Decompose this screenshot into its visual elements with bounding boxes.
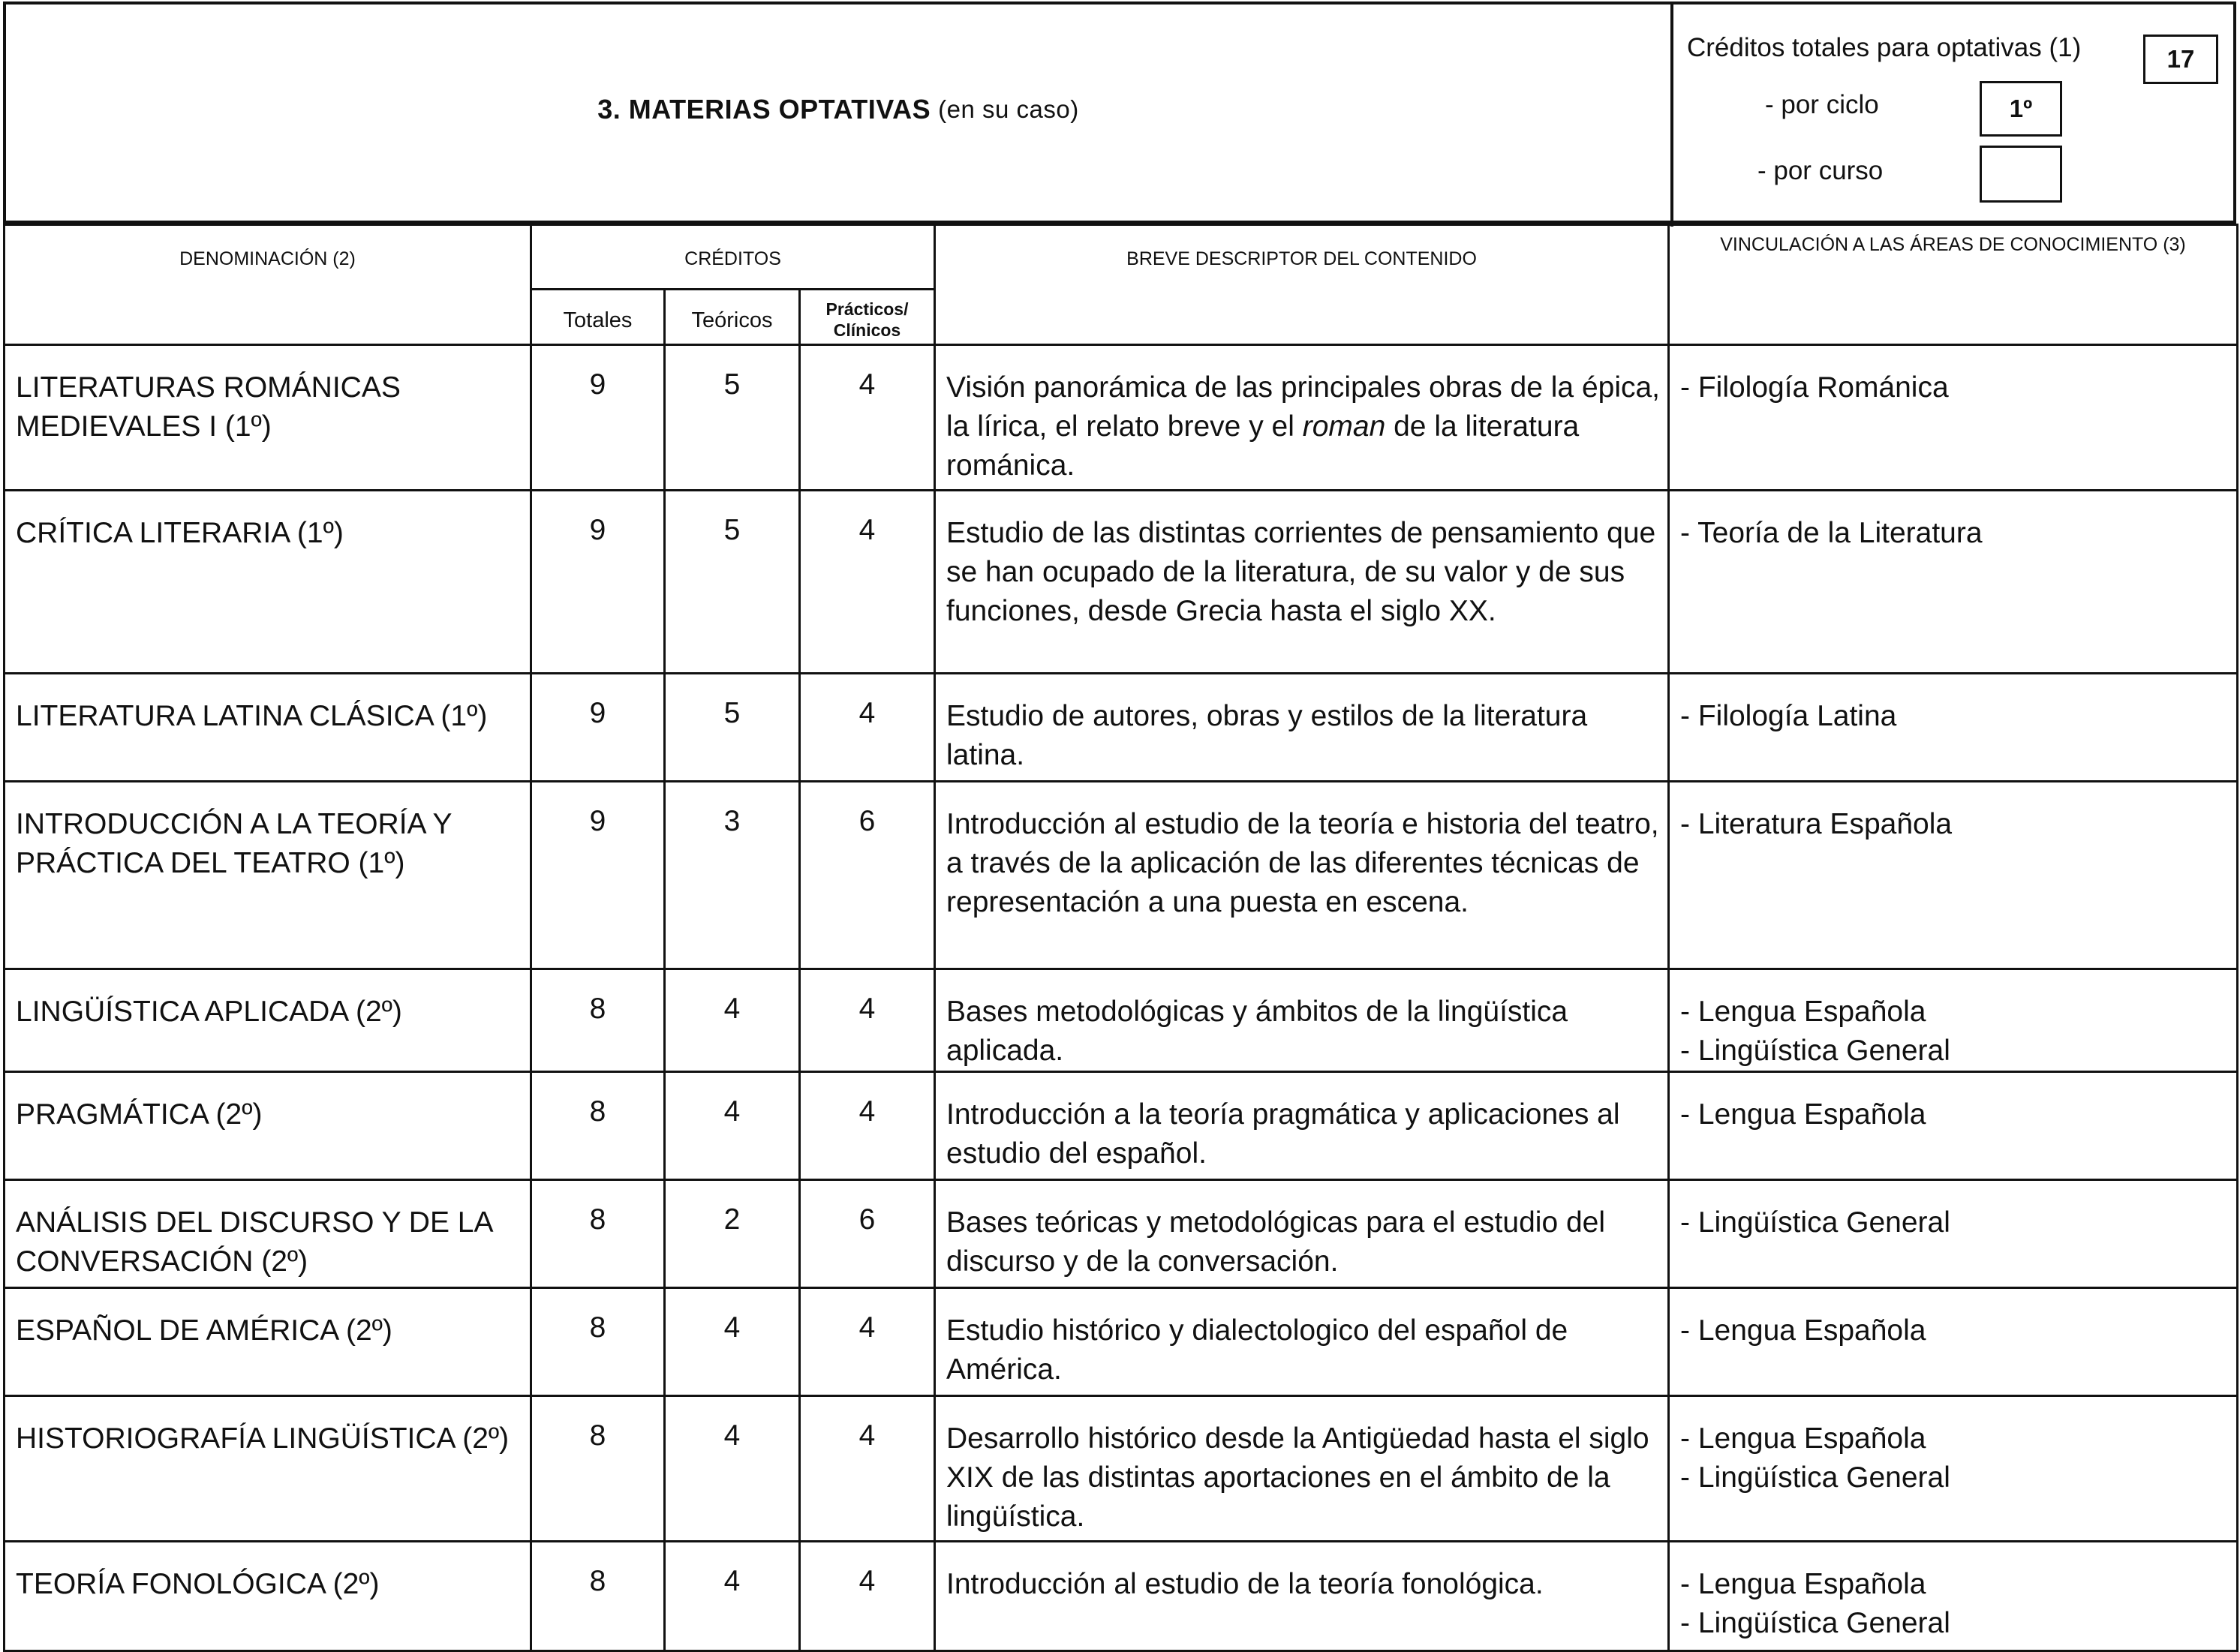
descriptor-text: Bases teóricas y metodológicas para el estudio del discurso y de la conversación. [946, 1206, 1606, 1278]
credits-totales: 8 [531, 1180, 665, 1288]
credits-teoricos: 5 [665, 345, 800, 491]
descriptor-text: Desarrollo histórico desde la Antigüedad hasta el siglo XIX de las distintas aportaciones en el ámbito de la lingüística. [946, 1422, 1649, 1533]
knowledge-area-item: - Lingüística General [1680, 1206, 1950, 1239]
table-row [5, 1288, 2238, 1396]
credits-totales: 9 [531, 491, 665, 674]
credits-teoricos: 4 [665, 1288, 800, 1396]
knowledge-area-item: - Filología Latina [1680, 700, 1897, 732]
subject-name: LITERATURA LATINA CLÁSICA (1º) [5, 674, 531, 782]
col-descriptor: BREVE DESCRIPTOR DEL CONTENIDO [935, 225, 1669, 345]
knowledge-areas [1669, 674, 2238, 782]
knowledge-area-item: - Filología Románica [1680, 371, 1949, 404]
credits-totales: 8 [531, 1542, 665, 1651]
credits-practicos: 4 [800, 1072, 935, 1180]
optional-subjects-page [3, 2, 2236, 1643]
subject-name: ESPAÑOL DE AMÉRICA (2º) [5, 1288, 531, 1396]
descriptor-text-tail: de la literatura románica. [946, 410, 1580, 482]
subject-name: ANÁLISIS DEL DISCURSO Y DE LA CONVERSACIÓN (2º) [5, 1180, 531, 1288]
subject-name: CRÍTICA LITERARIA (1º) [5, 491, 531, 674]
credits-teoricos: 4 [665, 969, 800, 1072]
section-title-text: 3. MATERIAS OPTATIVAS [597, 94, 931, 125]
content-descriptor [935, 782, 1669, 969]
col-creditos: CRÉDITOS [531, 225, 935, 290]
knowledge-area-item: - Lengua Española [1680, 996, 1926, 1028]
subject-name: LITERATURAS ROMÁNICAS MEDIEVALES I (1º) [5, 345, 531, 491]
per-course-label: - por curso [1757, 156, 1884, 185]
credits-practicos: 4 [800, 1288, 935, 1396]
knowledge-areas [1669, 1396, 2238, 1542]
content-descriptor [935, 1180, 1669, 1288]
knowledge-areas [1669, 1180, 2238, 1288]
per-cycle-label: - por ciclo [1765, 90, 1879, 119]
col-practicos: Prácticos/ Clínicos [800, 290, 935, 345]
credits-practicos: 4 [800, 1542, 935, 1651]
knowledge-area-item: - Lingüística General [1680, 1607, 1950, 1639]
knowledge-area-item: - Lingüística General [1680, 1461, 1950, 1494]
table-row [5, 969, 2238, 1072]
content-descriptor [935, 1396, 1669, 1542]
knowledge-areas [1669, 491, 2238, 674]
col-teoricos: Teóricos [665, 290, 800, 345]
knowledge-area-item: - Teoría de la Literatura [1680, 517, 1983, 549]
descriptor-text: Introducción al estudio de la teoría fonológica. [946, 1568, 1544, 1600]
section-title [6, 5, 1670, 215]
credits-totales: 9 [531, 782, 665, 969]
credits-totales: 8 [531, 969, 665, 1072]
per-cycle-box: 1º [1980, 81, 2062, 137]
descriptor-text: Introducción al estudio de la teoría e historia del teatro, a través de la aplicación de las diferentes técnicas de representación a una puesta en escena. [946, 808, 1659, 918]
descriptor-text: Estudio de autores, obras y estilos de la literatura latina. [946, 700, 1588, 771]
section-title-note: (en su caso) [938, 95, 1079, 123]
content-descriptor [935, 491, 1669, 674]
descriptor-text: Visión panorámica de las principales obras de la épica, la lírica, el relato breve y el [946, 371, 1661, 443]
credits-teoricos: 5 [665, 674, 800, 782]
credits-teoricos: 2 [665, 1180, 800, 1288]
table-row [5, 1072, 2238, 1180]
knowledge-areas [1669, 969, 2238, 1072]
descriptor-italic-text: roman [1302, 410, 1386, 443]
credits-practicos: 6 [800, 782, 935, 969]
knowledge-area-item: - Lengua Española [1680, 1098, 1926, 1131]
content-descriptor [935, 1288, 1669, 1396]
table-row [5, 674, 2238, 782]
knowledge-area-item: - Lengua Española [1680, 1314, 1926, 1347]
credits-practicos: 4 [800, 674, 935, 782]
knowledge-area-item: - Lengua Española [1680, 1568, 1926, 1600]
knowledge-area-item: - Lengua Española [1680, 1422, 1926, 1455]
credits-teoricos: 4 [665, 1396, 800, 1542]
knowledge-areas [1669, 1288, 2238, 1396]
subject-name: PRAGMÁTICA (2º) [5, 1072, 531, 1180]
table-row [5, 782, 2238, 969]
table-row [5, 345, 2238, 491]
knowledge-area-item: - Literatura Española [1680, 808, 1953, 840]
credits-practicos: 4 [800, 345, 935, 491]
knowledge-areas [1669, 1542, 2238, 1651]
credits-practicos: 4 [800, 969, 935, 1072]
subject-name: LINGÜÍSTICA APLICADA (2º) [5, 969, 531, 1072]
table-row [5, 491, 2238, 674]
section-header [3, 2, 2236, 224]
credits-totales: 8 [531, 1396, 665, 1542]
col-vinculacion: VINCULACIÓN A LAS ÁREAS DE CONOCIMIENTO (3) [1669, 225, 2238, 345]
credits-teoricos: 4 [665, 1542, 800, 1651]
descriptor-text: Introducción a la teoría pragmática y aplicaciones al estudio del español. [946, 1098, 1620, 1170]
credits-total-label: Créditos totales para optativas (1) [1687, 33, 2082, 62]
knowledge-areas [1669, 1072, 2238, 1180]
subject-name: INTRODUCCIÓN A LA TEORÍA Y PRÁCTICA DEL TEATRO (1º) [5, 782, 531, 969]
col-totales: Totales [531, 290, 665, 345]
credits-totales: 9 [531, 345, 665, 491]
credits-practicos: 4 [800, 1396, 935, 1542]
descriptor-text: Estudio histórico y dialectologico del español de América. [946, 1314, 1568, 1386]
knowledge-areas [1669, 782, 2238, 969]
content-descriptor [935, 1072, 1669, 1180]
content-descriptor [935, 345, 1669, 491]
credits-totales: 9 [531, 674, 665, 782]
credits-teoricos: 5 [665, 491, 800, 674]
credits-totales: 8 [531, 1288, 665, 1396]
credits-teoricos: 3 [665, 782, 800, 969]
table-body [5, 345, 2238, 1651]
credits-total-box: 17 [2143, 35, 2218, 84]
subject-name: TEORÍA FONOLÓGICA (2º) [5, 1542, 531, 1651]
credits-practicos: 6 [800, 1180, 935, 1288]
credits-practicos: 4 [800, 491, 935, 674]
content-descriptor [935, 1542, 1669, 1651]
per-course-box [1980, 146, 2062, 203]
credits-summary [1673, 5, 2236, 224]
descriptor-text: Bases metodológicas y ámbitos de la lingüística aplicada. [946, 996, 1568, 1067]
credits-teoricos: 4 [665, 1072, 800, 1180]
table-row [5, 1180, 2238, 1288]
table-row [5, 1542, 2238, 1651]
table-header [5, 225, 2238, 345]
content-descriptor [935, 969, 1669, 1072]
descriptor-text: Estudio de las distintas corrientes de pensamiento que se han ocupado de la literatura, de su valor y de sus funciones, desde Grecia hasta el siglo XX. [946, 517, 1656, 627]
credits-totales: 8 [531, 1072, 665, 1180]
knowledge-areas [1669, 345, 2238, 491]
knowledge-area-item: - Lingüística General [1680, 1035, 1950, 1067]
col-denominacion: DENOMINACIÓN (2) [5, 225, 531, 345]
subjects-table [3, 224, 2238, 1652]
subject-name: HISTORIOGRAFÍA LINGÜÍSTICA (2º) [5, 1396, 531, 1542]
table-row [5, 1396, 2238, 1542]
content-descriptor [935, 674, 1669, 782]
